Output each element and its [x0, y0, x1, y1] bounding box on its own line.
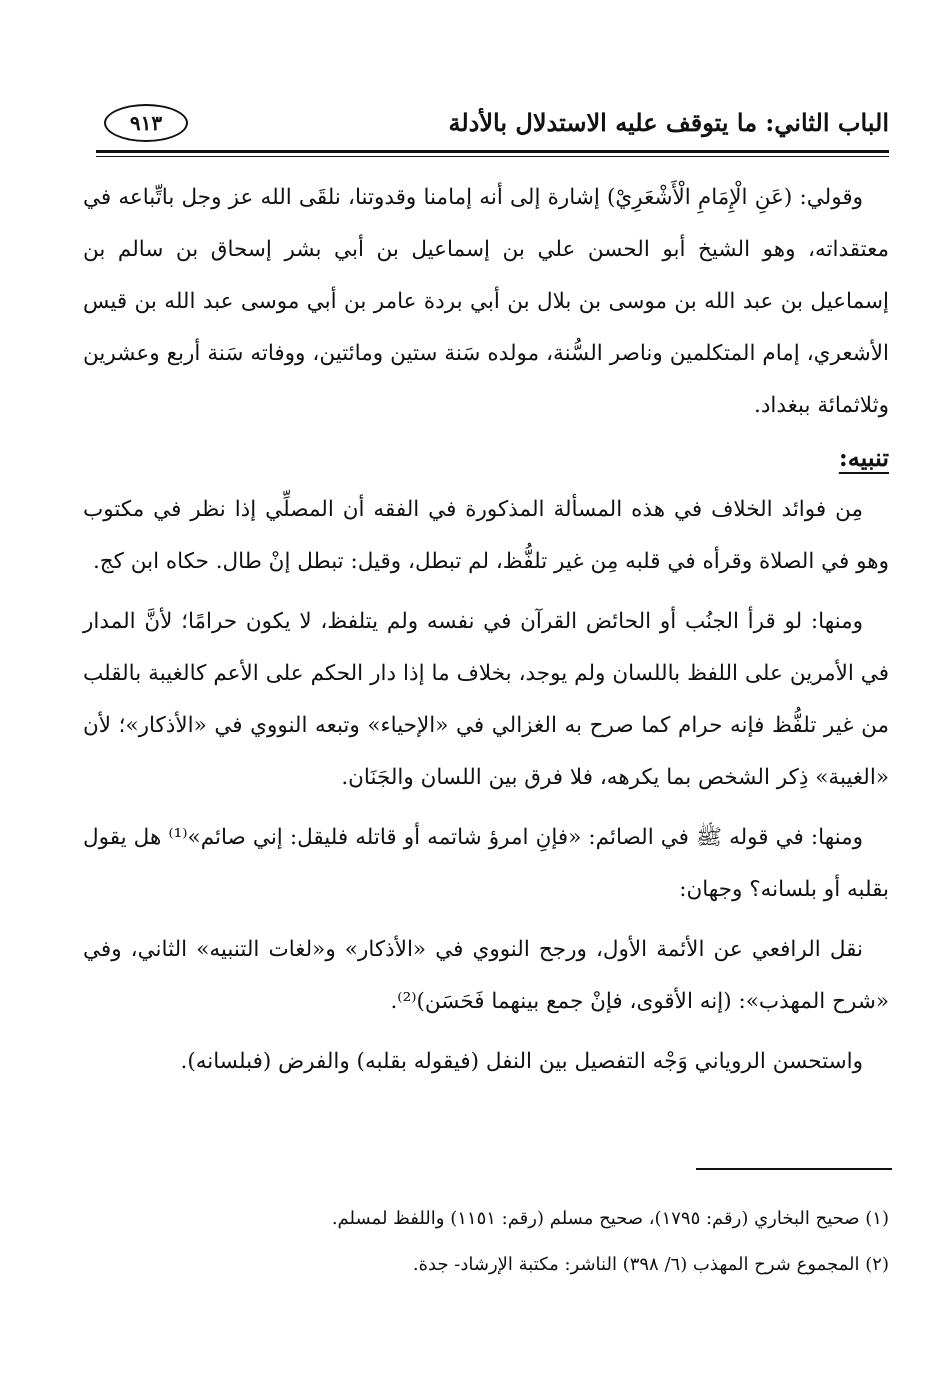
- running-title: الباب الثاني: ما يتوقف عليه الاستدلال بالأدلة: [448, 108, 889, 137]
- main-text: [83, 172, 889, 1088]
- paragraph-fasting: ومنها: في قوله ﷺ في الصائم: «فإنِ امرؤ شاتمه أو قاتله فليقل: إني صائم»⁽¹⁾ هل يقول بقلبه أو بلسانه؟ وجهان:: [83, 825, 889, 902]
- page-number: ٩١٣: [104, 104, 188, 142]
- section-heading: تنبيه:: [838, 443, 889, 472]
- footnote-1: (١) صحيح البخاري (رقم: ١٧٩٥)، صحيح مسلم (رقم: ١١٥١) واللفظ لمسلم.: [331, 1208, 889, 1229]
- footnote-2: (٢) المجموع شرح المهذب (٦/ ٣٩٨) الناشر: مكتبة الإرشاد- جدة.: [412, 1254, 889, 1275]
- footnote-separator: [696, 1168, 892, 1170]
- header-rule: [96, 150, 889, 153]
- paragraph-benefit-prayer: مِن فوائد الخلاف في هذه المسألة المذكورة في الفقه أن المصلِّي إذا نظر في مكتوب وهو في الصلاة وقرأه في قلبه مِن غير تلفُّظ، لم تبطل، وقيل: تبطل إنْ طال. حكاه ابن كج.: [83, 497, 889, 574]
- page-header: [96, 100, 889, 156]
- paragraph-ruyani: واستحسن الروياني وَجْه التفصيل بين النفل (فيقوله بقلبه) والفرض (فبلسانه).: [180, 1049, 863, 1074]
- paragraph-ashari: وقولي: (عَنِ الْإِمَامِ الْأَشْعَرِيْ) إشارة إلى أنه إمامنا وقدوتنا، نلقَى الله عز وجل باتِّباعه في معتقداته، وهو الشيخ أبو الحسن علي بن إسماعيل بن أبي بشر إسحاق بن سالم بن إسماعيل بن عبد الله بن موسى بن بلال بن أبي بردة عامر بن أبي موسى عبد الله بن قيس الأشعري، إمام المتكلمين وناصر السُّنة، مولده سَنة ستين ومائتين، ووفاته سَنة أربع وعشرين وثلاثمائة ببغداد.: [83, 185, 889, 418]
- footnotes: [83, 1196, 889, 1288]
- paragraph-junub: ومنها: لو قرأ الجنُب أو الحائض القرآن في نفسه ولم يتلفظ، لا يكون حرامًا؛ لأنَّ المدار في الأمرين على اللفظ باللسان ولم يوجد، بخلاف ما إذا دار الحكم على الأعم كالغيبة بالقلب من غير تلفُّظ فإنه حرام كما صرح به الغزالي في «الإحياء» وتبعه النووي في «الأذكار»؛ لأن «الغيبة» ذِكر الشخص بما يكرهه، فلا فرق بين اللسان والجَنَان.: [83, 609, 889, 790]
- paragraph-rafii: نقل الرافعي عن الأئمة الأول، ورجح النووي في «الأذكار» و«لغات التنبيه» الثاني، وفي «شرح المهذب»: (إنه الأقوى، فإنْ جمع بينهما فَحَسَن)⁽²⁾.: [83, 937, 889, 1014]
- header-rule-thin: [96, 156, 889, 157]
